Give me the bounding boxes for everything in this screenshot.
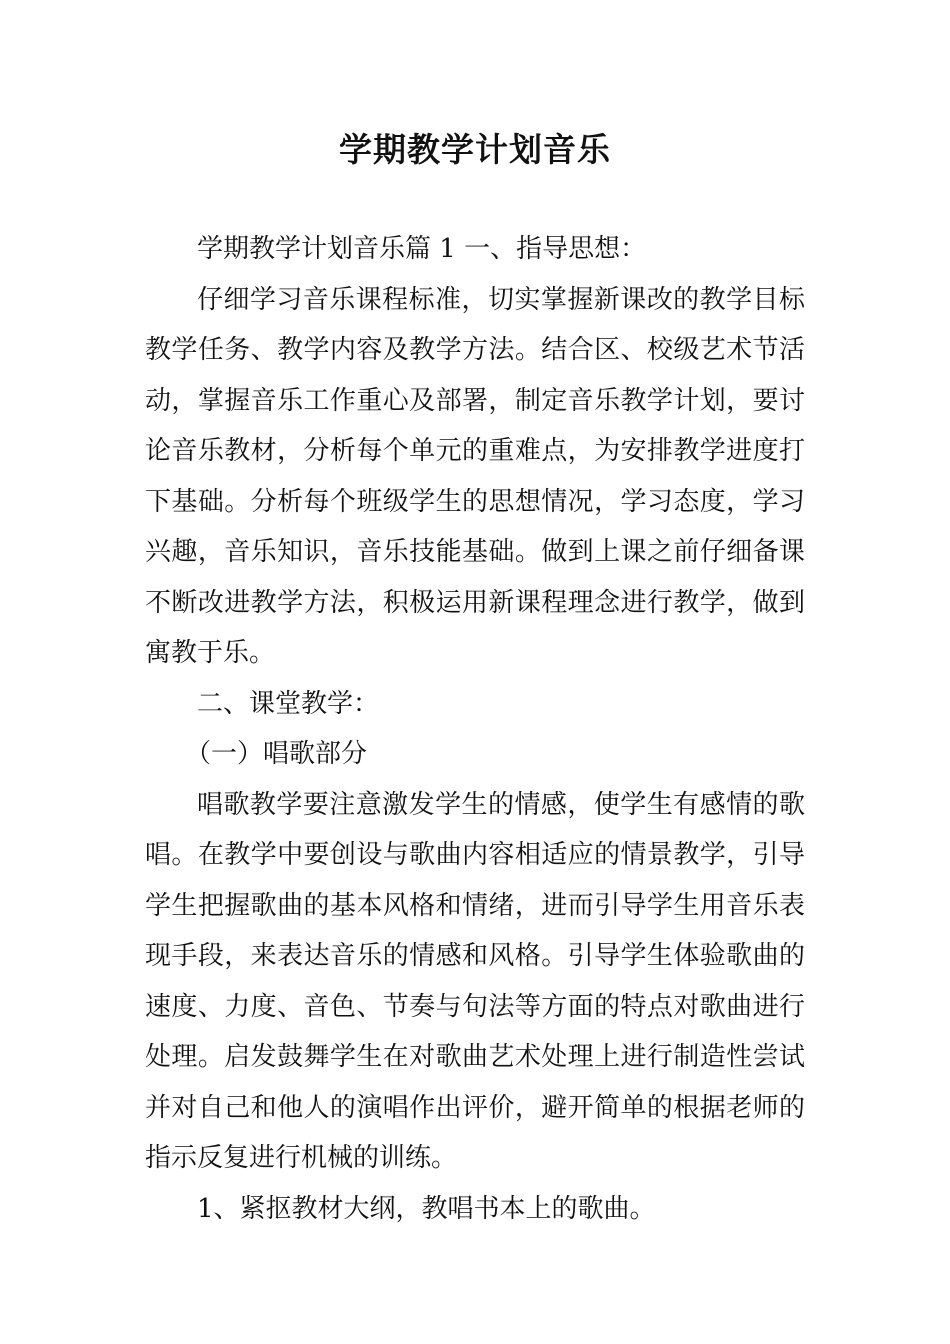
- section-heading: 二、课堂教学：: [197, 688, 380, 719]
- text-line: 现手段，来表达音乐的情感和风格。引导学生体验歌曲的: [145, 941, 805, 971]
- text-line: 动，掌握音乐工作重心及部署，制定音乐教学计划，要讨: [145, 385, 805, 416]
- text-line: 速度、力度、音色、节奏与句法等方面的特点对歌曲进行: [145, 991, 805, 1022]
- text-line: 学期教学计划音乐篇 1 一、指导思想：: [197, 234, 647, 264]
- text-line: 唱歌教学要注意激发学生的情感，使学生有感情的歌: [197, 789, 805, 820]
- text-line: 兴趣，音乐知识，音乐技能基础。做到上课之前仔细备课: [145, 537, 805, 567]
- document-title: 学期教学计划音乐: [339, 130, 611, 169]
- text-line: 处理。启发鼓舞学生在对歌曲艺术处理上进行制造性尝试: [145, 1042, 805, 1072]
- list-item: 1、紧抠教材大纲，教唱书本上的歌曲。: [197, 1193, 656, 1224]
- text-line: 指示反复进行机械的训练。: [145, 1143, 458, 1173]
- text-line: 论音乐教材，分析每个单元的重难点，为安排教学进度打: [145, 436, 805, 466]
- text-line: 下基础。分析每个班级学生的思想情况，学习态度，学习: [145, 486, 805, 517]
- text-line: 仔细学习音乐课程标准，切实掌握新课改的教学目标: [197, 284, 805, 315]
- text-line: 不断改进教学方法，积极运用新课程理念进行教学，做到: [145, 587, 805, 618]
- text-line: 学生把握歌曲的基本风格和情绪，进而引导学生用音乐表: [145, 890, 805, 921]
- subsection-heading: （一）唱歌部分: [185, 739, 368, 769]
- text-line: 并对自己和他人的演唱作出评价，避开简单的根据老师的: [145, 1092, 805, 1123]
- text-line: 唱。在教学中要创设与歌曲内容相适应的情景教学，引导: [145, 840, 805, 870]
- document-body: [145, 224, 805, 1234]
- text-line: 教学任务、教学内容及教学方法。结合区、校级艺术节活: [145, 335, 805, 365]
- text-line: 寓教于乐。: [145, 638, 276, 668]
